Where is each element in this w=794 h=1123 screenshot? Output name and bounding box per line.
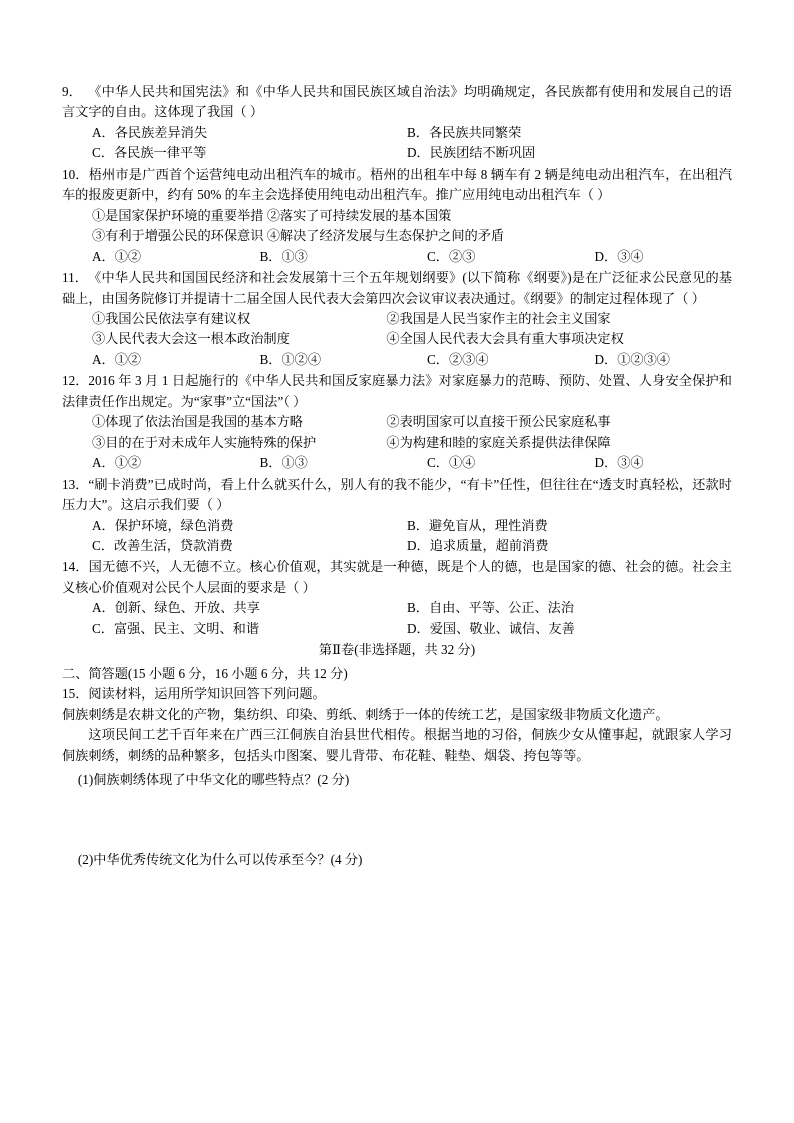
question-14-options-row-1 bbox=[62, 598, 732, 618]
question-11-subline-4: ④全国人民代表大会具有重大事项决定权 bbox=[386, 331, 624, 347]
question-15-prompt bbox=[62, 684, 732, 704]
question-12-subline-1: ①体现了依法治国是我国的基本方略 bbox=[92, 414, 303, 430]
question-14-text: 国无德不兴，人无德不立。核心价值观，其实就是一种德，既是个人的德，也是国家的德、社会的德。社会主义核心价值观对公民个人层面的要求是（ ） bbox=[62, 559, 732, 595]
question-10-subline-1: ①是国家保护环境的重要举措 ②落实了可持续发展的基本国策 bbox=[92, 207, 452, 223]
question-11-subline-3: ③人民代表大会这一根本政治制度 bbox=[92, 331, 290, 347]
question-14-option-a[interactable]: A．创新、绿色、开放、共享 bbox=[92, 600, 260, 616]
question-10-stem bbox=[62, 165, 732, 206]
question-12-option-b[interactable]: B．①③ bbox=[259, 455, 308, 471]
question-11-number: 11． bbox=[62, 270, 88, 286]
question-15-subquestion-1: (1)侗族刺绣体现了中华文化的哪些特点？(2 分) bbox=[77, 771, 350, 787]
section-two-heading: 二、简答题(15 小题 6 分，16 小题 6 分，共 12 分) bbox=[62, 665, 348, 681]
question-11-option-c[interactable]: C．②③④ bbox=[427, 351, 489, 367]
question-12-subline-3: ③目的在于对未成年人实施特殊的保护 bbox=[92, 434, 317, 450]
question-14-number: 14． bbox=[62, 559, 89, 575]
question-10-option-a[interactable]: A．①② bbox=[92, 248, 142, 264]
question-15-prompt-text: 阅读材料，运用所学知识回答下列问题。 bbox=[88, 686, 326, 702]
question-12-subline-4: ④为构建和睦的家庭关系提供法律保障 bbox=[386, 434, 611, 450]
question-12-stem bbox=[62, 371, 732, 412]
question-11-subline-1: ①我国公民依法享有建议权 bbox=[92, 310, 251, 326]
question-12-text: 2016 年 3 月 1 日起施行的《中华人民共和国反家庭暴力法》对家庭暴力的范畴、预防、处置、人身安全保护和法律责任作出规定。为“家事”立“国法”（ ） bbox=[62, 373, 732, 409]
question-11-options-row bbox=[62, 350, 732, 370]
question-13-options-row-2 bbox=[62, 536, 732, 556]
question-9-option-d[interactable]: D．民族团结不断巩固 bbox=[407, 145, 536, 161]
question-10-option-c[interactable]: C．②③ bbox=[427, 248, 476, 264]
question-10 bbox=[62, 165, 732, 267]
question-13-text: “刷卡消费”已成时尚，看上什么就买什么，别人有的我不能少，“有卡”任性，但往往在“透支时真轻松，还款时压力大”。这启示我们要（ ） bbox=[62, 476, 732, 513]
question-13-option-b[interactable]: B．避免盲从，理性消费 bbox=[407, 517, 548, 533]
question-10-option-b[interactable]: B．①③ bbox=[259, 248, 308, 264]
question-12-option-a[interactable]: A．①② bbox=[92, 455, 142, 471]
question-9-stem bbox=[62, 82, 732, 123]
question-13-stem bbox=[62, 475, 732, 516]
question-12-option-c[interactable]: C．①④ bbox=[427, 455, 476, 471]
question-15-paragraph-2: 这项民间工艺千百年来在广西三江侗族自治县世代相传。根据当地的习俗，侗族少女从懂事起，就跟家人学习侗族刺绣，刺绣的品种繁多，包括头巾图案、婴儿背带、布花鞋、鞋垫、烟袋、挎包等等。 bbox=[62, 727, 732, 763]
question-12-options-row bbox=[62, 453, 732, 473]
volume-two-header: 第Ⅱ卷(非选择题，共 32 分) bbox=[318, 642, 476, 658]
question-14 bbox=[62, 557, 732, 639]
question-14-option-b[interactable]: B．自由、平等、公正、法治 bbox=[407, 600, 575, 616]
question-14-option-c[interactable]: C．富强、民主、文明、和谐 bbox=[92, 620, 260, 636]
question-11-stem bbox=[62, 268, 732, 309]
answer-space-1 bbox=[62, 790, 732, 846]
question-11-subline-2: ②我国是人民当家作主的社会主义国家 bbox=[386, 310, 611, 326]
question-13-option-d[interactable]: D．追求质量，超前消费 bbox=[407, 537, 549, 553]
question-9-options-row-1 bbox=[62, 123, 732, 143]
question-11-option-a[interactable]: A．①② bbox=[92, 351, 142, 367]
question-13 bbox=[62, 475, 732, 557]
question-9-text: 《中华人民共和国宪法》和《中华人民共和国民族区域自治法》均明确规定，各民族都有使用和发展自己的语言文字的自由。这体现了我国（ ） bbox=[62, 84, 732, 120]
question-12-subline-row-2 bbox=[62, 433, 732, 453]
question-11-text: 《中华人民共和国国民经济和社会发展第十三个五年规划纲要》(以下简称《纲要》)是在广泛征求公民意见的基础上，由国务院修订并提请十二届全国人民代表大会第四次会议审议表决通过。《纲要》的制定过程体现了（ ） bbox=[62, 270, 732, 306]
question-14-option-d[interactable]: D．爱国、敬业、诚信、友善 bbox=[407, 620, 575, 636]
question-11 bbox=[62, 268, 732, 370]
question-9 bbox=[62, 82, 732, 164]
question-11-subline-row-1 bbox=[62, 309, 732, 329]
question-15 bbox=[62, 684, 732, 871]
question-13-option-c[interactable]: C．改善生活，贷款消费 bbox=[92, 537, 233, 553]
question-9-option-c[interactable]: C．各民族一律平等 bbox=[92, 145, 207, 161]
question-11-subline-row-2 bbox=[62, 329, 732, 349]
question-10-options-row bbox=[62, 247, 732, 267]
question-13-number: 13． bbox=[62, 476, 89, 492]
question-9-option-b[interactable]: B．各民族共同繁荣 bbox=[407, 124, 522, 140]
question-11-option-b[interactable]: B．①②④ bbox=[259, 351, 322, 367]
question-14-stem bbox=[62, 557, 732, 598]
question-15-paragraph-1: 侗族刺绣是农耕文化的产物，集纺织、印染、剪纸、刺绣于一体的传统工艺，是国家级非物质文化遗产。 bbox=[62, 706, 669, 722]
question-13-options-row-1 bbox=[62, 516, 732, 536]
question-12 bbox=[62, 371, 732, 473]
question-12-subline-2: ②表明国家可以直接干预公民家庭私事 bbox=[386, 414, 611, 430]
question-11-option-d[interactable]: D．①②③④ bbox=[594, 351, 670, 367]
question-9-option-a[interactable]: A．各民族差异消失 bbox=[92, 124, 208, 140]
question-12-option-d[interactable]: D．③④ bbox=[594, 455, 644, 471]
question-12-subline-row-1 bbox=[62, 412, 732, 432]
question-10-text: 梧州市是广西首个运营纯电动出租汽车的城市。梧州的出租车中每 8 辆车有 2 辆是纯电动出租汽车，在出租汽车的报废更新中，约有 50% 的车主会选择使用纯电动出租汽车。推广应用纯电动出租汽车（ ） bbox=[62, 166, 732, 203]
question-9-number: 9． bbox=[62, 84, 82, 99]
question-10-subline-2: ③有利于增强公民的环保意识 ④解决了经济发展与生态保护之间的矛盾 bbox=[92, 228, 505, 244]
question-15-subquestion-2: (2)中华优秀传统文化为什么可以传承至今？(4 分) bbox=[77, 852, 363, 868]
question-12-number: 12． bbox=[62, 373, 89, 389]
question-10-number: 10． bbox=[62, 166, 89, 182]
question-10-option-d[interactable]: D．③④ bbox=[594, 248, 644, 264]
question-9-options-row-2 bbox=[62, 143, 732, 163]
question-15-number: 15． bbox=[62, 686, 89, 702]
question-14-options-row-2 bbox=[62, 619, 732, 639]
question-13-option-a[interactable]: A．保护环境，绿色消费 bbox=[92, 517, 234, 533]
